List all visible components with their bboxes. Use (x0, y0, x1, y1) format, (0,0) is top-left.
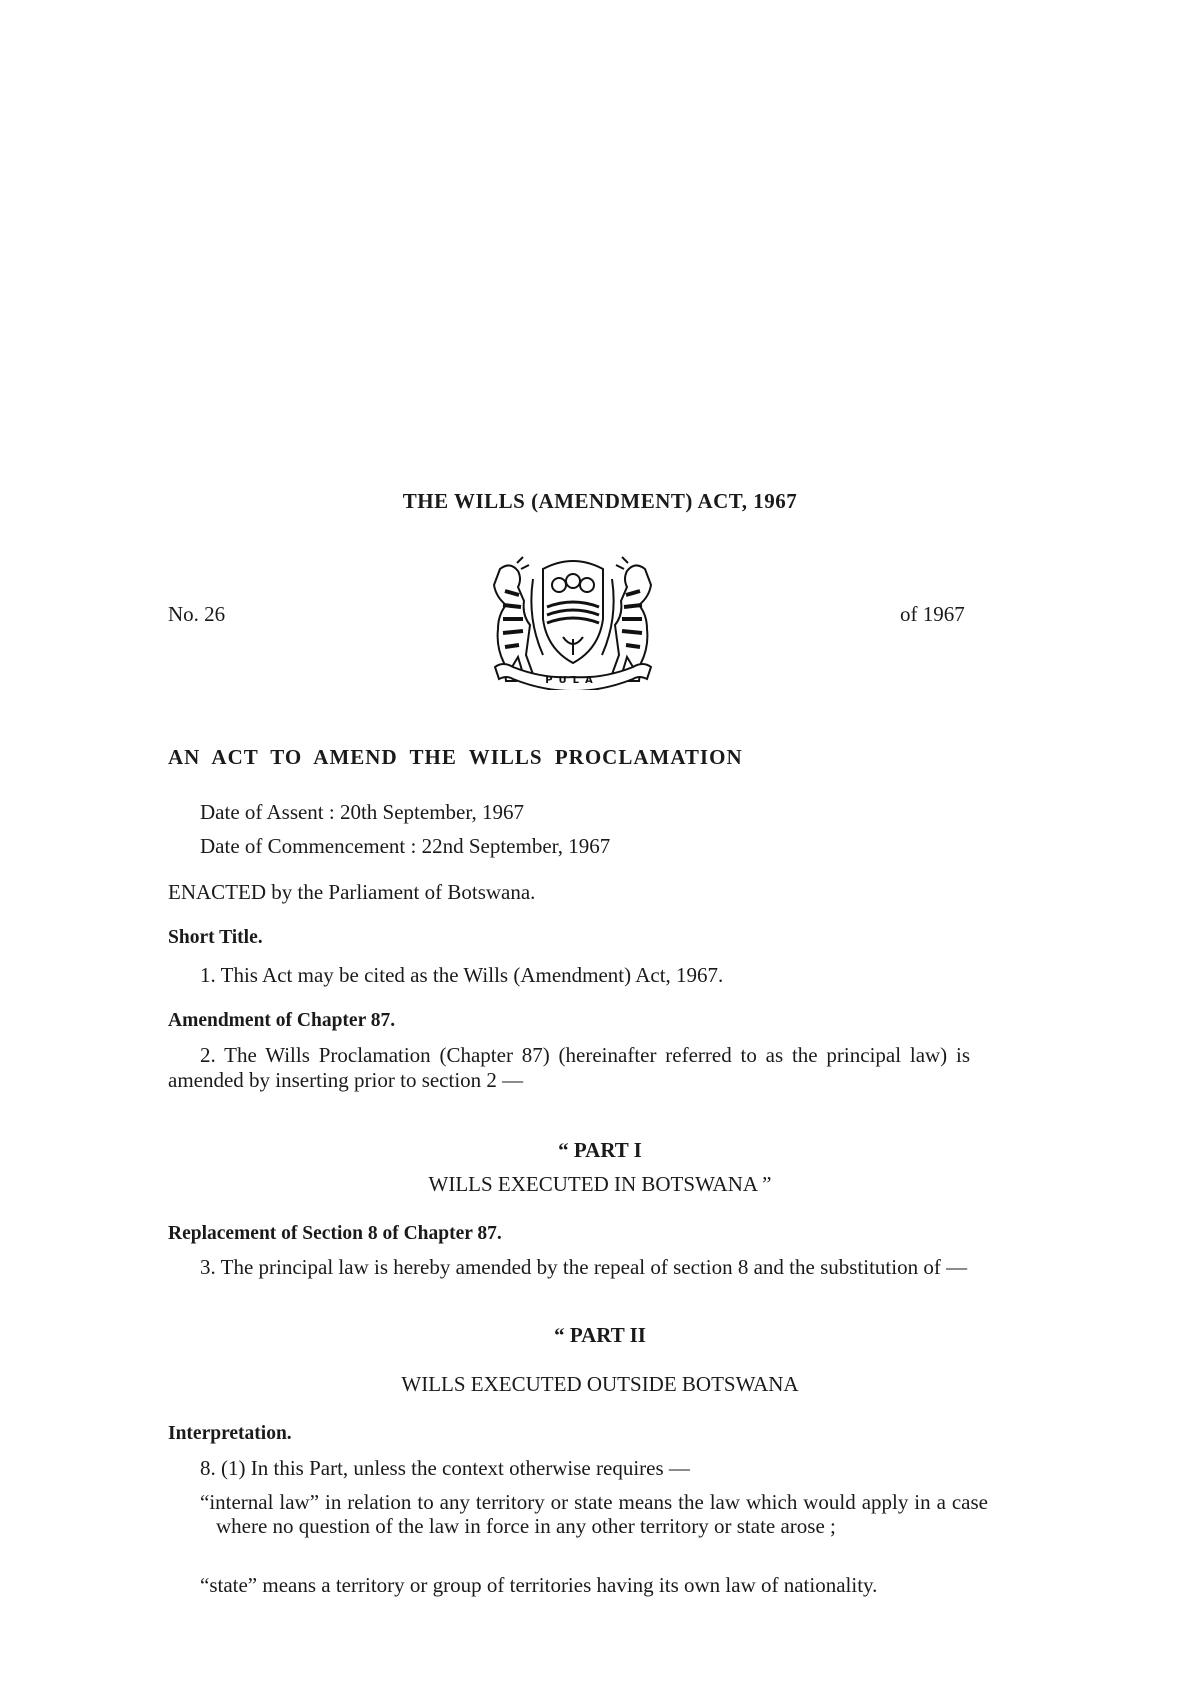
enacting-clause: ENACTED by the Parliament of Botswana. (168, 880, 536, 904)
coat-of-arms (475, 555, 670, 690)
interpretation-intro: 8. (1) In this Part, unless the context otherwise requires — (200, 1456, 690, 1480)
left-zebra-supporter (494, 557, 534, 681)
section-2-text: 2. The Wills Proclamation (Chapter 87) (hereinafter referred to as the principal law) is amended by inserting prior to section 2 — (168, 1043, 970, 1092)
act-title: THE WILLS (AMENDMENT) ACT, 1967 (402, 489, 798, 513)
interpretation-heading: Interpretation. (168, 1423, 292, 1444)
part-2-title: WILLS EXECUTED OUTSIDE BOTSWANA (401, 1372, 799, 1396)
date-of-assent: Date of Assent : 20th September, 1967 (200, 800, 525, 824)
definition-internal-law: “internal law” in relation to any territory or state means the law which would apply in a case where no question of the law in force in any other territory or state arose ; (200, 1490, 988, 1538)
section-1-heading: Short Title. (168, 927, 263, 948)
section-3-text: 3. The principal law is hereby amended by the repeal of section 8 and the substitution of — (200, 1255, 968, 1279)
shield (543, 561, 603, 663)
motto-text: PULA (545, 675, 599, 686)
act-year: of 1967 (900, 602, 965, 626)
section-3-heading: Replacement of Section 8 of Chapter 87. (168, 1223, 502, 1244)
part-2-label: “ PART II (554, 1323, 646, 1347)
section-1-text: 1. This Act may be cited as the Wills (Amendment) Act, 1967. (200, 963, 724, 987)
right-zebra-supporter (611, 557, 651, 681)
part-1-title: WILLS EXECUTED IN BOTSWANA ” (428, 1172, 772, 1196)
definition-state: “state” means a territory or group of territories having its own law of nationality. (200, 1573, 878, 1597)
act-heading: AN ACT TO AMEND THE WILLS PROCLAMATION (168, 745, 743, 769)
act-number: No. 26 (168, 602, 226, 626)
date-of-commencement: Date of Commencement : 22nd September, 1967 (200, 834, 611, 858)
part-1-label: “ PART I (558, 1138, 642, 1162)
section-2-heading: Amendment of Chapter 87. (168, 1010, 396, 1031)
